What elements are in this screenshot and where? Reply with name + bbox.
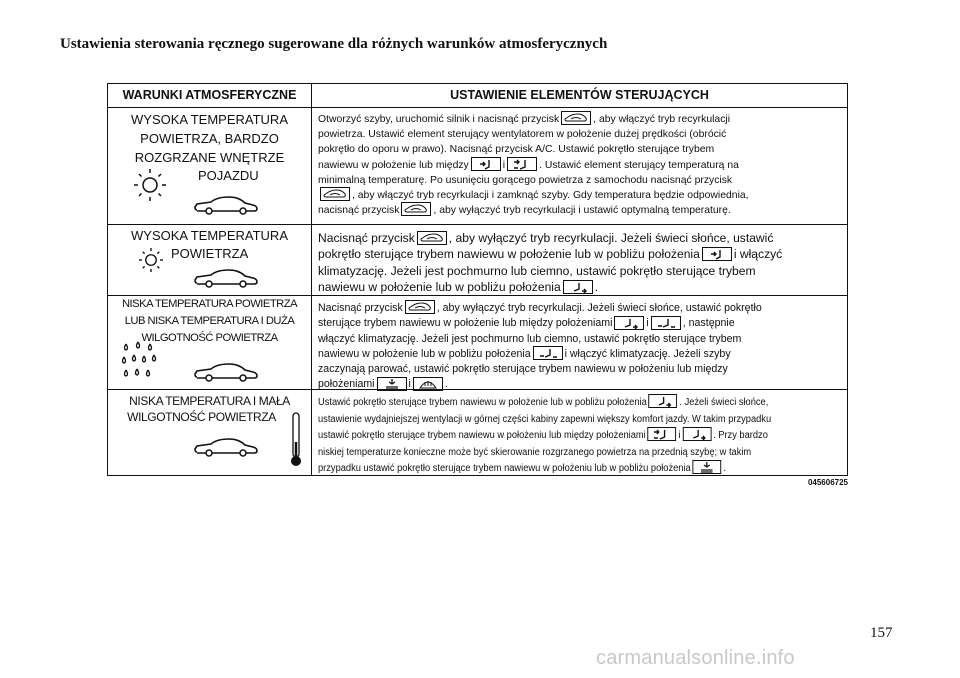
sun-icon (136, 245, 166, 275)
setting-text: . (444, 378, 448, 391)
setting-text: . Przy bardzo (713, 430, 768, 441)
table-row (108, 225, 847, 296)
setting-text: nawiewu w położenie lub między (318, 159, 469, 171)
setting-text: minimalną temperaturę. Po usunięciu gorącego powietrza z samochodu nacisnąć przycisk (318, 174, 733, 186)
car-icon (193, 267, 259, 289)
mix-mode-icon (377, 377, 407, 391)
setting-text: . Jeżeli świeci słońce, (679, 397, 769, 408)
setting-text: Ustawić pokrętło sterujące trybem nawiewu w położenie lub w pobliżu położenia (318, 397, 647, 408)
setting-text: przypadku ustawić pokrętło sterujące trybem nawiewu w położeniu lub w pobliżu położenia (318, 463, 691, 474)
setting-cell (318, 395, 819, 478)
condition-cell (108, 107, 312, 224)
setting-text: i (502, 159, 506, 171)
setting-text: , aby wyłączyć tryb recyrkulacji. Jeżeli świeci słońce, ustawić pokrętło (436, 302, 762, 314)
header-settings: USTAWIENIE ELEMENTÓW STERUJĄCYCH (450, 88, 709, 102)
setting-text: nawiewu w położenie lub w pobliżu położenia (318, 347, 531, 360)
panel-mode-icon (702, 247, 732, 261)
setting-text: i (646, 317, 649, 330)
sun-icon (130, 165, 170, 205)
page-number: 157 (870, 625, 893, 641)
car-icon (193, 194, 259, 216)
floor-mode-icon (563, 280, 593, 294)
setting-text: zaczynają parować, ustawić pokrętło sterujące trybem nawiewu w położeniu lub między (318, 363, 728, 376)
condition-cell (108, 296, 312, 389)
watermark: carmanualsonline.info (596, 647, 795, 669)
setting-text: i włączyć klimatyzację. Jeżeli szyby (564, 347, 731, 360)
recirculation-icon (320, 187, 350, 201)
condition-line: WYSOKA TEMPERATURA (131, 228, 288, 243)
page-heading: Ustawienia sterowania ręcznego sugerowane dla różnych warunków atmosferycznych (60, 36, 608, 52)
bilevel-mode-icon (648, 427, 677, 441)
header-conditions: WARUNKI ATMOSFERYCZNE (108, 84, 312, 107)
setting-text: , następnie (682, 317, 735, 330)
condition-line: ROZGRZANE WNĘTRZE (134, 150, 285, 165)
setting-text: nawiewu w położenie lub w pobliżu położenia (318, 280, 561, 295)
defrost-icon (413, 377, 443, 391)
raindrops-icon (120, 340, 166, 386)
recirculation-icon (401, 202, 431, 216)
condition-line: WILGOTNOŚĆ POWIETRZA (141, 332, 278, 344)
panel-mode-icon (471, 157, 501, 171)
mix-mode-icon (533, 346, 563, 360)
table-row (108, 390, 847, 475)
condition-line: WILGOTNOŚĆ POWIETRZA (127, 410, 276, 424)
setting-text: Nacisnąć przycisk (318, 302, 403, 314)
condition-line: POJAZDU (198, 168, 259, 183)
mix-mode-icon (651, 316, 681, 330)
car-icon (193, 436, 259, 458)
setting-cell (318, 112, 840, 218)
floor-mode-icon (649, 394, 678, 408)
setting-text: włączyć klimatyzację. Jeżeli jest pochmurno lub ciemno, ustawić pokrętło sterujące trybem (318, 332, 742, 345)
setting-cell (318, 301, 840, 393)
setting-text: pokrętło do oporu w prawo). Nacisnąć przycisk A/C. Ustawić pokrętło sterujące trybem (318, 144, 715, 156)
mix-mode-icon (693, 460, 722, 474)
condition-line: NISKA TEMPERATURA POWIETRZA (121, 298, 298, 310)
recirculation-icon (561, 111, 591, 125)
condition-line: NISKA TEMPERATURA I MAŁA (129, 394, 290, 408)
table-row (108, 296, 847, 390)
setting-text: i (678, 430, 681, 441)
recirculation-icon (405, 300, 435, 314)
table-header (108, 84, 847, 108)
setting-cell (318, 230, 840, 296)
setting-text: położeniami (318, 378, 375, 391)
setting-text: , aby włączyć tryb recyrkulacji (593, 114, 731, 125)
settings-table (107, 83, 848, 476)
bilevel-mode-icon (507, 157, 537, 171)
condition-line: WYSOKA TEMPERATURA (131, 112, 288, 127)
setting-text: . (594, 280, 599, 295)
condition-cell (108, 390, 312, 475)
table-row (108, 107, 847, 225)
setting-text: , aby wyłączyć tryb recyrkulacji i ustawić optymalną temperaturę. (433, 205, 731, 217)
condition-line: LUB NISKA TEMPERATURA I DUŻA (124, 315, 295, 327)
setting-text: ustawienie wydajniejszej wentylacji w górnej części kabiny zapewni większy komfort jazdy. W takim przypadku (318, 413, 772, 425)
setting-text: i (408, 378, 411, 391)
setting-text: sterujące trybem nawiewu w położenie lub między położeniami (318, 317, 613, 330)
setting-text: powietrza. Ustawić element sterujący wentylatorem w położenie dużej prędkości (obrócić (318, 129, 727, 141)
setting-text: . Ustawić element sterujący temperaturą na (539, 159, 739, 171)
condition-line: POWIETRZA, BARDZO (140, 131, 279, 146)
setting-text: nacisnąć przycisk (318, 205, 400, 217)
car-icon (193, 361, 259, 383)
setting-text: Otworzyć szyby, uruchomić silnik i nacisnąć przycisk (318, 114, 560, 125)
floor-mode-icon (682, 427, 711, 441)
thermometer-icon (289, 412, 303, 468)
setting-text: , aby włączyć tryb recyrkulacji i zamknąć szyby. Gdy temperatura będzie odpowiednia, (352, 190, 749, 202)
floor-mode-icon (614, 316, 644, 330)
setting-text: Nacisnąć przycisk (318, 231, 415, 245)
setting-text: i włączyć (733, 247, 783, 262)
recirculation-icon (417, 231, 447, 245)
setting-text: klimatyzację. Jeżeli jest pochmurno lub ciemno, ustawić pokrętło sterujące trybem (318, 263, 756, 278)
image-code: 045606725 (807, 478, 848, 487)
setting-text: ustawić pokrętło sterujące trybem nawiewu w położeniu lub między położeniami (318, 430, 646, 441)
setting-text: . (723, 463, 726, 474)
setting-text: niskiej temperaturze konieczne może być skierowanie rozgrzanego powietrza na przednią szybę; w takim (318, 446, 752, 458)
condition-cell (108, 225, 312, 295)
setting-text: pokrętło sterujące trybem nawiewu w położenie lub w pobliżu położenia (318, 247, 700, 262)
setting-text: , aby wyłączyć tryb recyrkulacji. Jeżeli świeci słońce, ustawić (448, 231, 774, 245)
condition-line: POWIETRZA (171, 246, 249, 261)
